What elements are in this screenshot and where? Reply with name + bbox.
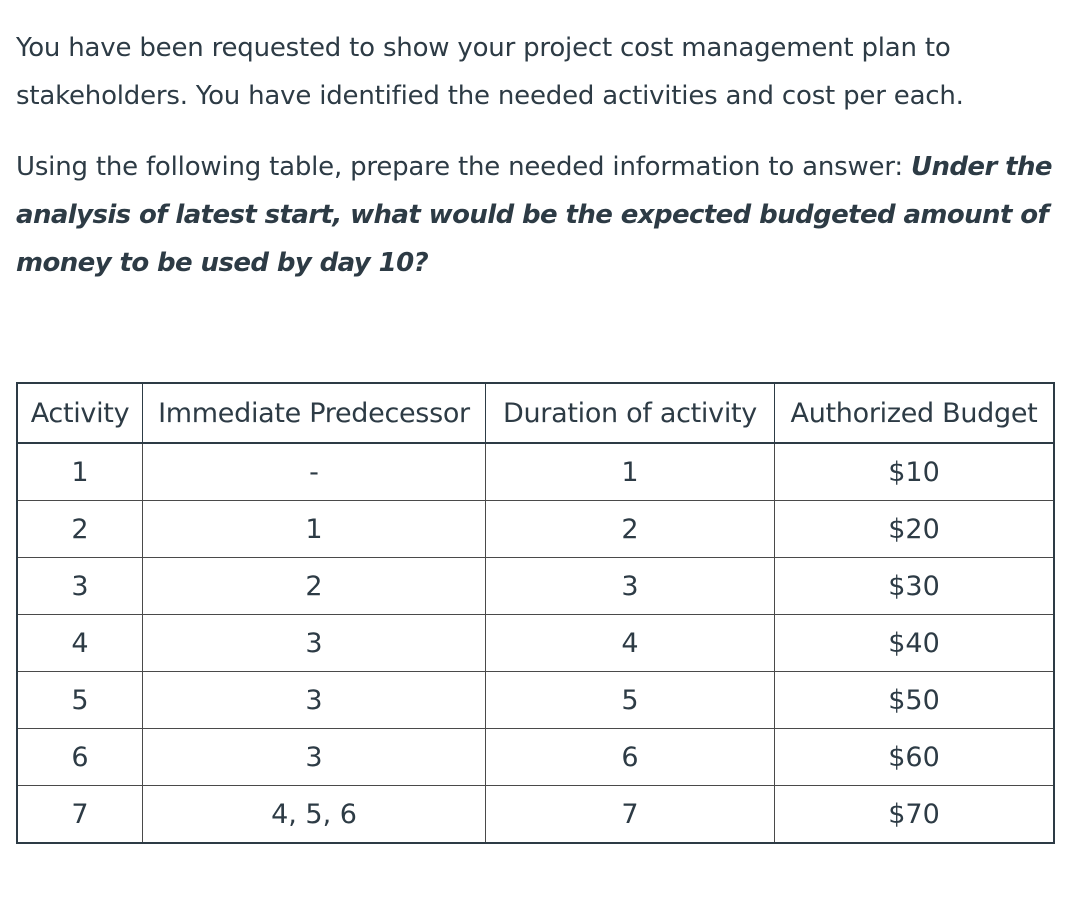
- predecessor-cell: 1: [143, 501, 486, 558]
- predecessor-cell: 3: [143, 672, 486, 729]
- duration-cell: 2: [486, 501, 775, 558]
- predecessor-cell: 2: [143, 558, 486, 615]
- activity-cell: 3: [17, 558, 143, 615]
- table-header-row: [17, 383, 1054, 443]
- duration-cell: 6: [486, 729, 775, 786]
- table-row: [17, 443, 1054, 501]
- duration-cell: 7: [486, 786, 775, 844]
- activity-budget-table: [16, 382, 1055, 844]
- predecessor-cell: 4, 5, 6: [143, 786, 486, 844]
- table-row: [17, 615, 1054, 672]
- budget-cell: $60: [775, 729, 1055, 786]
- predecessor-cell: -: [143, 443, 486, 501]
- question-emphasis: Under the analysis of latest start, what would be the expected budgeted amount of money to be used by day 10?: [16, 152, 1052, 278]
- budget-cell: $50: [775, 672, 1055, 729]
- activity-cell: 7: [17, 786, 143, 844]
- table-row: [17, 501, 1054, 558]
- predecessor-cell: 3: [143, 615, 486, 672]
- activity-cell: 1: [17, 443, 143, 501]
- predecessor-cell: 3: [143, 729, 486, 786]
- header-duration: Duration of activity: [486, 383, 775, 443]
- intro-paragraph: You have been requested to show your project cost management plan to stakeholders. You have identified the needed activities and cost per each.: [16, 33, 964, 111]
- duration-cell: 4: [486, 615, 775, 672]
- question-prefix: Using the following table, prepare the needed information to answer:: [16, 152, 911, 182]
- duration-cell: 1: [486, 443, 775, 501]
- budget-cell: $70: [775, 786, 1055, 844]
- table-row: [17, 672, 1054, 729]
- budget-cell: $30: [775, 558, 1055, 615]
- budget-cell: $20: [775, 501, 1055, 558]
- header-authorized-budget: Authorized Budget: [775, 383, 1055, 443]
- table-row: [17, 786, 1054, 844]
- activity-cell: 4: [17, 615, 143, 672]
- activity-cell: 2: [17, 501, 143, 558]
- table-row: [17, 558, 1054, 615]
- table-row: [17, 729, 1054, 786]
- activity-cell: 5: [17, 672, 143, 729]
- header-immediate-predecessor: Immediate Predecessor: [143, 383, 486, 443]
- question-paragraph: [16, 143, 1056, 287]
- activity-cell: 6: [17, 729, 143, 786]
- budget-cell: $10: [775, 443, 1055, 501]
- duration-cell: 5: [486, 672, 775, 729]
- budget-cell: $40: [775, 615, 1055, 672]
- header-activity: Activity: [17, 383, 143, 443]
- duration-cell: 3: [486, 558, 775, 615]
